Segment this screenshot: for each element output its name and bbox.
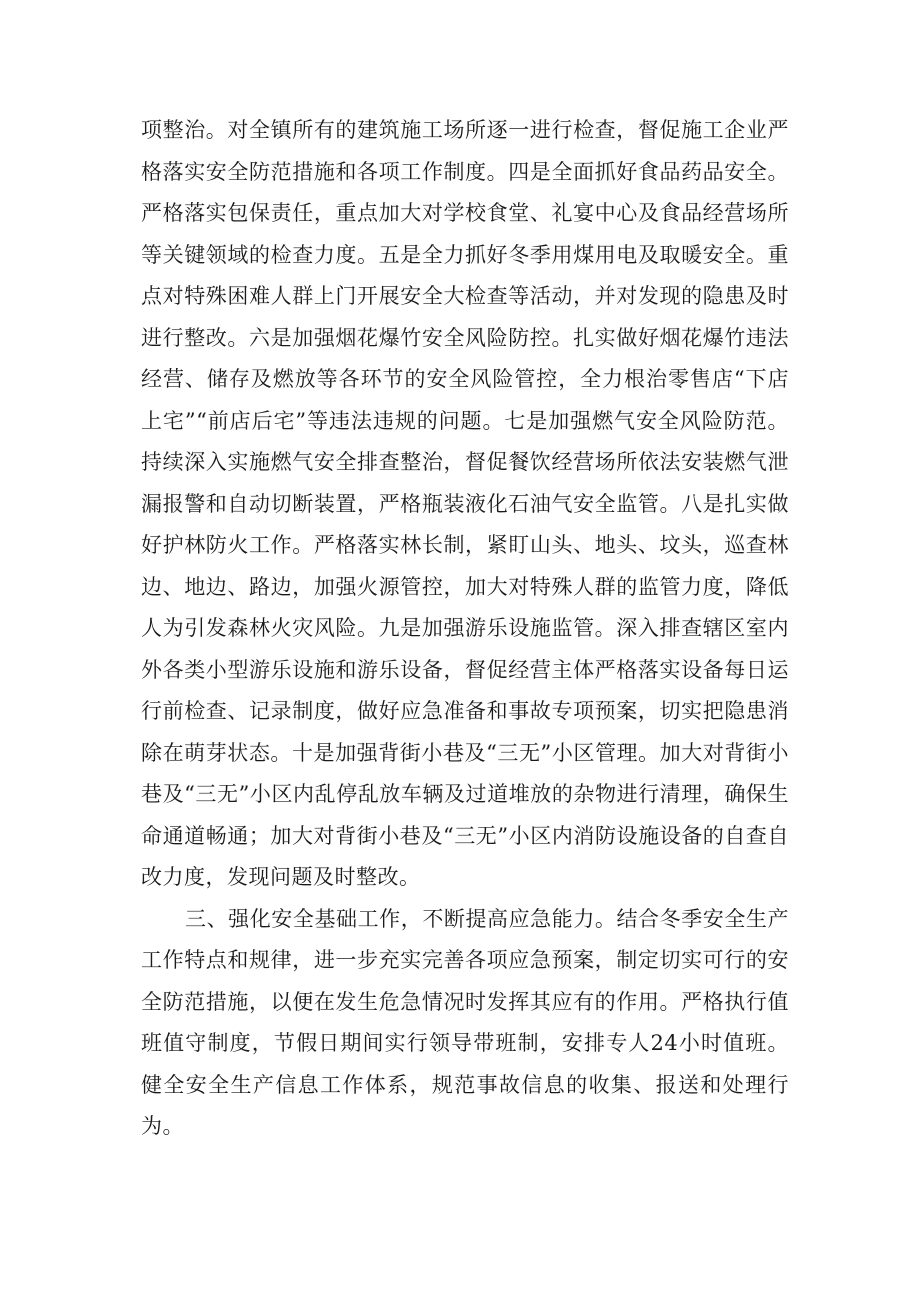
document-body [141,110,789,1148]
paragraph-continuation: 项整治。对全镇所有的建筑施工场所逐一进行检查，督促施工企业严格落实安全防范措施和各项工作制度。四是全面抓好食品药品安全。严格落实包保责任，重点加大对学校食堂、礼宴中心及食品经营场所等关键领域的检查力度。五是全力抓好冬季用煤用电及取暖安全。重点对特殊困难人群上门开展安全大检查等活动，并对发现的隐患及时进行整改。六是加强烟花爆竹安全风险防控。扎实做好烟花爆竹违法经营、储存及燃放等各环节的安全风险管控，全力根治零售店“下店上宅”“前店后宅”等违法违规的问题。七是加强燃气安全风险防范。持续深入实施燃气安全排查整治，督促餐饮经营场所依法安装燃气泄漏报警和自动切断装置，严格瓶装液化石油气安全监管。八是扎实做好护林防火工作。严格落实林长制，紧盯山头、地头、坟头，巡查林边、地边、路边，加强火源管控，加大对特殊人群的监管力度，降低人为引发森林火灾风险。九是加强游乐设施监管。深入排查辖区室内外各类小型游乐设施和游乐设备，督促经营主体严格落实设备每日运行前检查、记录制度，做好应急准备和事故专项预案，切实把隐患消除在萌芽状态。十是加强背街小巷及“三无”小区管理。加大对背街小巷及“三无”小区内乱停乱放车辆及过道堆放的杂物进行清理，确保生命通道畅通；加大对背街小巷及“三无”小区内消防设施设备的自查自改力度，发现问题及时整改。 [141,118,789,889]
paragraph-section-three: 三、强化安全基础工作，不断提高应急能力。结合冬季安全生产工作特点和规律，进一步充实完善各项应急预案，制定切实可行的安全防范措施，以便在发生危急情况时发挥其应有的作用。严格执行值班值守制度，节假日期间实行领导带班制，安排专人24小时值班。健全安全生产信息工作体系，规范事故信息的收集、报送和处理行为。 [141,906,789,1138]
